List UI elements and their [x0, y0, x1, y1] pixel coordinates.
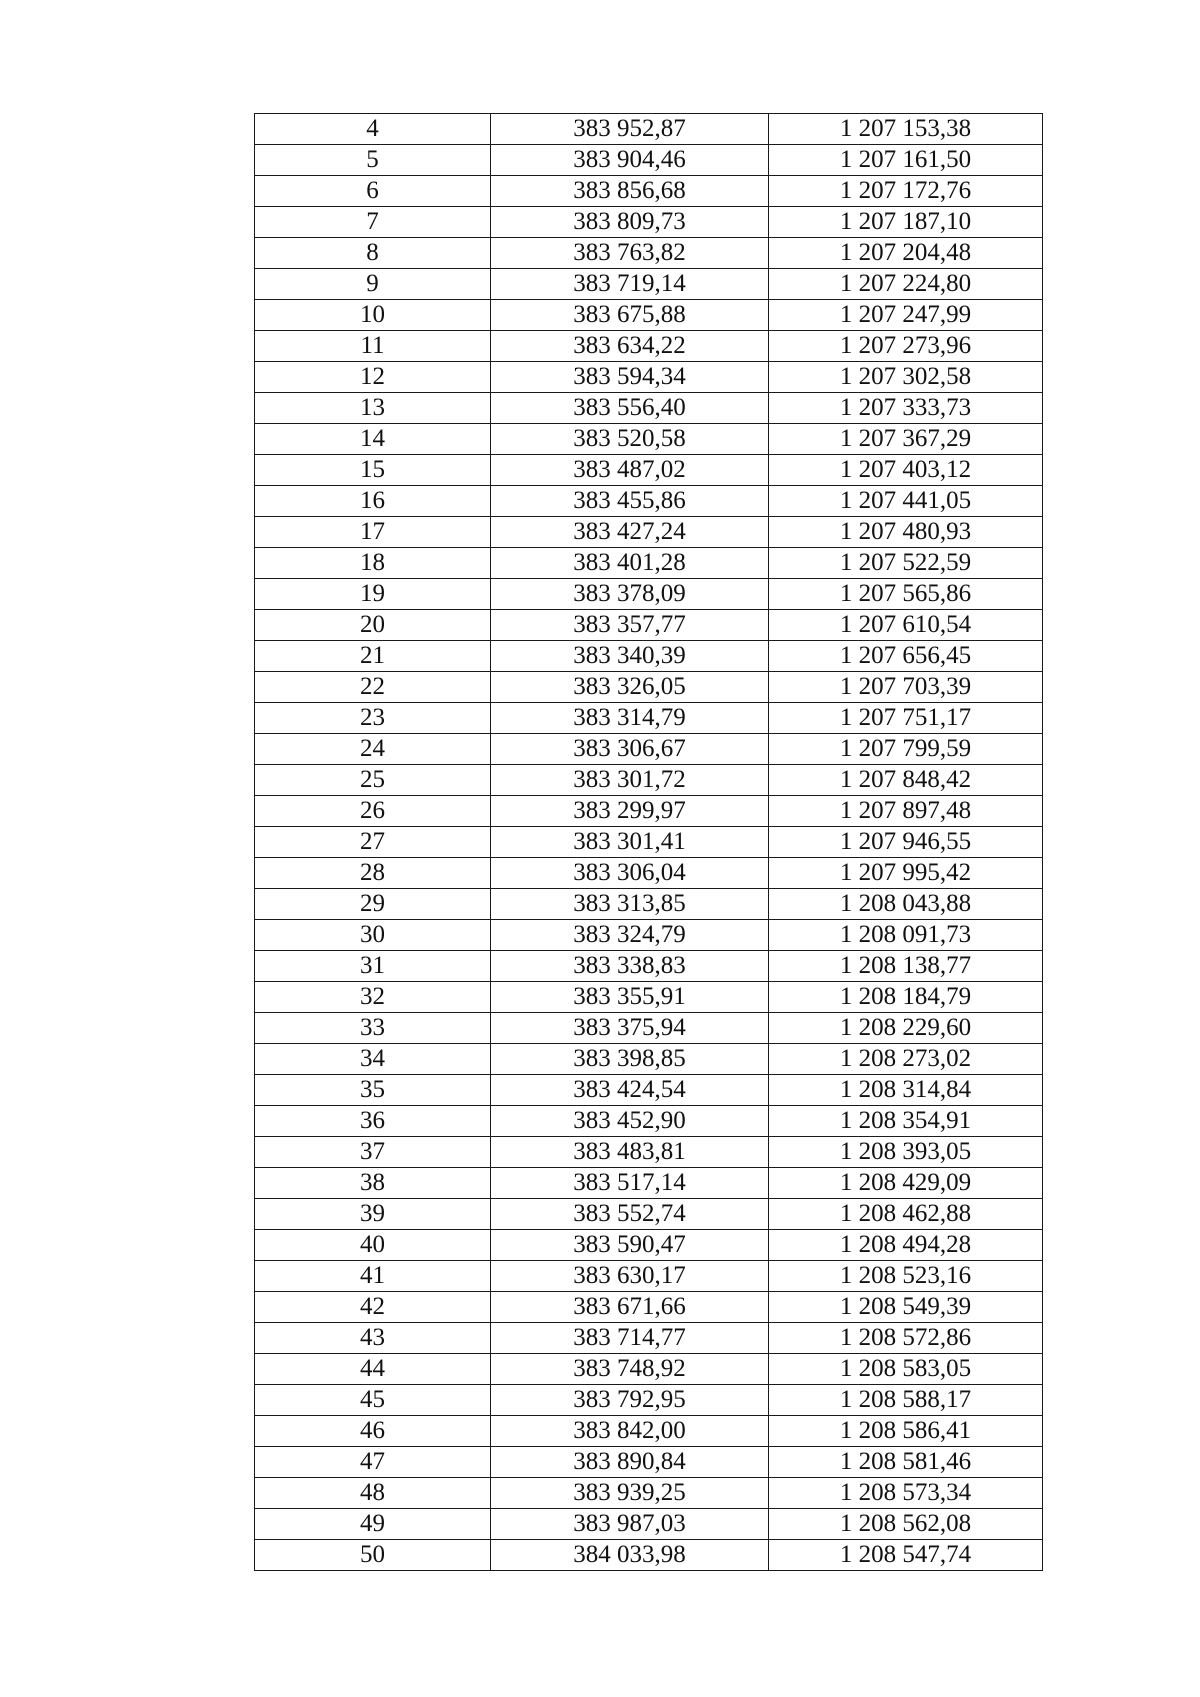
- y-coordinate-cell: 1 207 897,48: [769, 796, 1043, 827]
- point-number-cell: 14: [255, 424, 491, 455]
- table-row: [255, 1540, 1043, 1571]
- x-coordinate-cell: 383 424,54: [491, 1075, 769, 1106]
- point-number-cell: 12: [255, 362, 491, 393]
- y-coordinate-cell: 1 207 522,59: [769, 548, 1043, 579]
- table-row: [255, 765, 1043, 796]
- table-row: [255, 393, 1043, 424]
- point-number-cell: 47: [255, 1447, 491, 1478]
- x-coordinate-cell: 383 952,87: [491, 114, 769, 145]
- y-coordinate-cell: 1 207 172,76: [769, 176, 1043, 207]
- y-coordinate-cell: 1 208 494,28: [769, 1230, 1043, 1261]
- y-coordinate-cell: 1 207 946,55: [769, 827, 1043, 858]
- table-row: [255, 1013, 1043, 1044]
- point-number-cell: 41: [255, 1261, 491, 1292]
- point-number-cell: 37: [255, 1137, 491, 1168]
- x-coordinate-cell: 384 033,98: [491, 1540, 769, 1571]
- y-coordinate-cell: 1 207 273,96: [769, 331, 1043, 362]
- y-coordinate-cell: 1 207 848,42: [769, 765, 1043, 796]
- y-coordinate-cell: 1 207 187,10: [769, 207, 1043, 238]
- point-number-cell: 27: [255, 827, 491, 858]
- x-coordinate-cell: 383 487,02: [491, 455, 769, 486]
- y-coordinate-cell: 1 208 586,41: [769, 1416, 1043, 1447]
- y-coordinate-cell: 1 208 547,74: [769, 1540, 1043, 1571]
- point-number-cell: 18: [255, 548, 491, 579]
- point-number-cell: 9: [255, 269, 491, 300]
- point-number-cell: 19: [255, 579, 491, 610]
- point-number-cell: 50: [255, 1540, 491, 1571]
- x-coordinate-cell: 383 306,67: [491, 734, 769, 765]
- y-coordinate-cell: 1 208 429,09: [769, 1168, 1043, 1199]
- y-coordinate-cell: 1 208 354,91: [769, 1106, 1043, 1137]
- table-row: [255, 920, 1043, 951]
- point-number-cell: 25: [255, 765, 491, 796]
- x-coordinate-cell: 383 590,47: [491, 1230, 769, 1261]
- point-number-cell: 17: [255, 517, 491, 548]
- table-row: [255, 176, 1043, 207]
- table-row: [255, 1447, 1043, 1478]
- point-number-cell: 34: [255, 1044, 491, 1075]
- table-row: [255, 486, 1043, 517]
- y-coordinate-cell: 1 207 403,12: [769, 455, 1043, 486]
- x-coordinate-cell: 383 904,46: [491, 145, 769, 176]
- point-number-cell: 45: [255, 1385, 491, 1416]
- y-coordinate-cell: 1 207 565,86: [769, 579, 1043, 610]
- y-coordinate-cell: 1 207 480,93: [769, 517, 1043, 548]
- y-coordinate-cell: 1 207 995,42: [769, 858, 1043, 889]
- point-number-cell: 23: [255, 703, 491, 734]
- table-row: [255, 982, 1043, 1013]
- x-coordinate-cell: 383 890,84: [491, 1447, 769, 1478]
- y-coordinate-cell: 1 208 562,08: [769, 1509, 1043, 1540]
- table-row: [255, 331, 1043, 362]
- x-coordinate-cell: 383 301,41: [491, 827, 769, 858]
- point-number-cell: 11: [255, 331, 491, 362]
- x-coordinate-cell: 383 313,85: [491, 889, 769, 920]
- x-coordinate-cell: 383 634,22: [491, 331, 769, 362]
- point-number-cell: 39: [255, 1199, 491, 1230]
- y-coordinate-cell: 1 208 314,84: [769, 1075, 1043, 1106]
- y-coordinate-cell: 1 207 703,39: [769, 672, 1043, 703]
- x-coordinate-cell: 383 517,14: [491, 1168, 769, 1199]
- point-number-cell: 5: [255, 145, 491, 176]
- table-row: [255, 145, 1043, 176]
- x-coordinate-cell: 383 299,97: [491, 796, 769, 827]
- x-coordinate-cell: 383 675,88: [491, 300, 769, 331]
- x-coordinate-cell: 383 398,85: [491, 1044, 769, 1075]
- table-row: [255, 1354, 1043, 1385]
- x-coordinate-cell: 383 401,28: [491, 548, 769, 579]
- x-coordinate-cell: 383 552,74: [491, 1199, 769, 1230]
- x-coordinate-cell: 383 939,25: [491, 1478, 769, 1509]
- x-coordinate-cell: 383 630,17: [491, 1261, 769, 1292]
- x-coordinate-cell: 383 719,14: [491, 269, 769, 300]
- table-row: [255, 207, 1043, 238]
- table-row: [255, 424, 1043, 455]
- x-coordinate-cell: 383 556,40: [491, 393, 769, 424]
- x-coordinate-cell: 383 671,66: [491, 1292, 769, 1323]
- y-coordinate-cell: 1 207 247,99: [769, 300, 1043, 331]
- y-coordinate-cell: 1 208 091,73: [769, 920, 1043, 951]
- y-coordinate-cell: 1 208 588,17: [769, 1385, 1043, 1416]
- table-row: [255, 1323, 1043, 1354]
- point-number-cell: 28: [255, 858, 491, 889]
- x-coordinate-cell: 383 324,79: [491, 920, 769, 951]
- y-coordinate-cell: 1 207 610,54: [769, 610, 1043, 641]
- table-row: [255, 269, 1043, 300]
- table-row: [255, 796, 1043, 827]
- y-coordinate-cell: 1 208 581,46: [769, 1447, 1043, 1478]
- x-coordinate-cell: 383 714,77: [491, 1323, 769, 1354]
- y-coordinate-cell: 1 208 273,02: [769, 1044, 1043, 1075]
- table-row: [255, 610, 1043, 641]
- point-number-cell: 36: [255, 1106, 491, 1137]
- point-number-cell: 48: [255, 1478, 491, 1509]
- table-row: [255, 1385, 1043, 1416]
- y-coordinate-cell: 1 207 302,58: [769, 362, 1043, 393]
- table-row: [255, 1199, 1043, 1230]
- x-coordinate-cell: 383 355,91: [491, 982, 769, 1013]
- table-row: [255, 1168, 1043, 1199]
- y-coordinate-cell: 1 208 523,16: [769, 1261, 1043, 1292]
- y-coordinate-cell: 1 208 462,88: [769, 1199, 1043, 1230]
- x-coordinate-cell: 383 306,04: [491, 858, 769, 889]
- table-row: [255, 641, 1043, 672]
- y-coordinate-cell: 1 208 229,60: [769, 1013, 1043, 1044]
- y-coordinate-cell: 1 207 161,50: [769, 145, 1043, 176]
- point-number-cell: 8: [255, 238, 491, 269]
- table-row: [255, 238, 1043, 269]
- point-number-cell: 21: [255, 641, 491, 672]
- table-row: [255, 579, 1043, 610]
- y-coordinate-cell: 1 207 656,45: [769, 641, 1043, 672]
- point-number-cell: 24: [255, 734, 491, 765]
- point-number-cell: 30: [255, 920, 491, 951]
- coordinates-table: [254, 113, 1043, 1571]
- point-number-cell: 46: [255, 1416, 491, 1447]
- x-coordinate-cell: 383 792,95: [491, 1385, 769, 1416]
- y-coordinate-cell: 1 207 224,80: [769, 269, 1043, 300]
- point-number-cell: 26: [255, 796, 491, 827]
- table-row: [255, 858, 1043, 889]
- table-row: [255, 1137, 1043, 1168]
- table-row: [255, 114, 1043, 145]
- table-row: [255, 1478, 1043, 1509]
- x-coordinate-cell: 383 483,81: [491, 1137, 769, 1168]
- point-number-cell: 40: [255, 1230, 491, 1261]
- x-coordinate-cell: 383 520,58: [491, 424, 769, 455]
- point-number-cell: 32: [255, 982, 491, 1013]
- point-number-cell: 31: [255, 951, 491, 982]
- table-row: [255, 703, 1043, 734]
- table-row: [255, 827, 1043, 858]
- y-coordinate-cell: 1 208 184,79: [769, 982, 1043, 1013]
- point-number-cell: 22: [255, 672, 491, 703]
- x-coordinate-cell: 383 314,79: [491, 703, 769, 734]
- table-row: [255, 517, 1043, 548]
- point-number-cell: 38: [255, 1168, 491, 1199]
- point-number-cell: 33: [255, 1013, 491, 1044]
- point-number-cell: 20: [255, 610, 491, 641]
- x-coordinate-cell: 383 357,77: [491, 610, 769, 641]
- x-coordinate-cell: 383 856,68: [491, 176, 769, 207]
- point-number-cell: 43: [255, 1323, 491, 1354]
- y-coordinate-cell: 1 207 153,38: [769, 114, 1043, 145]
- y-coordinate-cell: 1 208 583,05: [769, 1354, 1043, 1385]
- y-coordinate-cell: 1 207 799,59: [769, 734, 1043, 765]
- table-row: [255, 1106, 1043, 1137]
- table-row: [255, 1509, 1043, 1540]
- x-coordinate-cell: 383 842,00: [491, 1416, 769, 1447]
- x-coordinate-cell: 383 427,24: [491, 517, 769, 548]
- point-number-cell: 16: [255, 486, 491, 517]
- table-row: [255, 1075, 1043, 1106]
- point-number-cell: 35: [255, 1075, 491, 1106]
- x-coordinate-cell: 383 455,86: [491, 486, 769, 517]
- point-number-cell: 29: [255, 889, 491, 920]
- y-coordinate-cell: 1 208 393,05: [769, 1137, 1043, 1168]
- y-coordinate-cell: 1 208 138,77: [769, 951, 1043, 982]
- coordinates-table-body: [255, 114, 1043, 1571]
- point-number-cell: 10: [255, 300, 491, 331]
- y-coordinate-cell: 1 208 549,39: [769, 1292, 1043, 1323]
- point-number-cell: 44: [255, 1354, 491, 1385]
- table-row: [255, 734, 1043, 765]
- x-coordinate-cell: 383 987,03: [491, 1509, 769, 1540]
- x-coordinate-cell: 383 326,05: [491, 672, 769, 703]
- y-coordinate-cell: 1 207 441,05: [769, 486, 1043, 517]
- table-row: [255, 672, 1043, 703]
- y-coordinate-cell: 1 207 204,48: [769, 238, 1043, 269]
- y-coordinate-cell: 1 208 573,34: [769, 1478, 1043, 1509]
- x-coordinate-cell: 383 809,73: [491, 207, 769, 238]
- table-row: [255, 889, 1043, 920]
- y-coordinate-cell: 1 208 572,86: [769, 1323, 1043, 1354]
- table-row: [255, 1230, 1043, 1261]
- x-coordinate-cell: 383 375,94: [491, 1013, 769, 1044]
- point-number-cell: 15: [255, 455, 491, 486]
- table-row: [255, 1416, 1043, 1447]
- point-number-cell: 6: [255, 176, 491, 207]
- table-row: [255, 1044, 1043, 1075]
- y-coordinate-cell: 1 207 751,17: [769, 703, 1043, 734]
- x-coordinate-cell: 383 763,82: [491, 238, 769, 269]
- x-coordinate-cell: 383 338,83: [491, 951, 769, 982]
- table-row: [255, 362, 1043, 393]
- x-coordinate-cell: 383 748,92: [491, 1354, 769, 1385]
- table-row: [255, 1261, 1043, 1292]
- x-coordinate-cell: 383 452,90: [491, 1106, 769, 1137]
- table-row: [255, 455, 1043, 486]
- table-row: [255, 300, 1043, 331]
- table-row: [255, 548, 1043, 579]
- y-coordinate-cell: 1 208 043,88: [769, 889, 1043, 920]
- table-row: [255, 1292, 1043, 1323]
- y-coordinate-cell: 1 207 367,29: [769, 424, 1043, 455]
- x-coordinate-cell: 383 301,72: [491, 765, 769, 796]
- point-number-cell: 7: [255, 207, 491, 238]
- point-number-cell: 49: [255, 1509, 491, 1540]
- x-coordinate-cell: 383 594,34: [491, 362, 769, 393]
- table-row: [255, 951, 1043, 982]
- point-number-cell: 13: [255, 393, 491, 424]
- x-coordinate-cell: 383 378,09: [491, 579, 769, 610]
- point-number-cell: 42: [255, 1292, 491, 1323]
- point-number-cell: 4: [255, 114, 491, 145]
- y-coordinate-cell: 1 207 333,73: [769, 393, 1043, 424]
- x-coordinate-cell: 383 340,39: [491, 641, 769, 672]
